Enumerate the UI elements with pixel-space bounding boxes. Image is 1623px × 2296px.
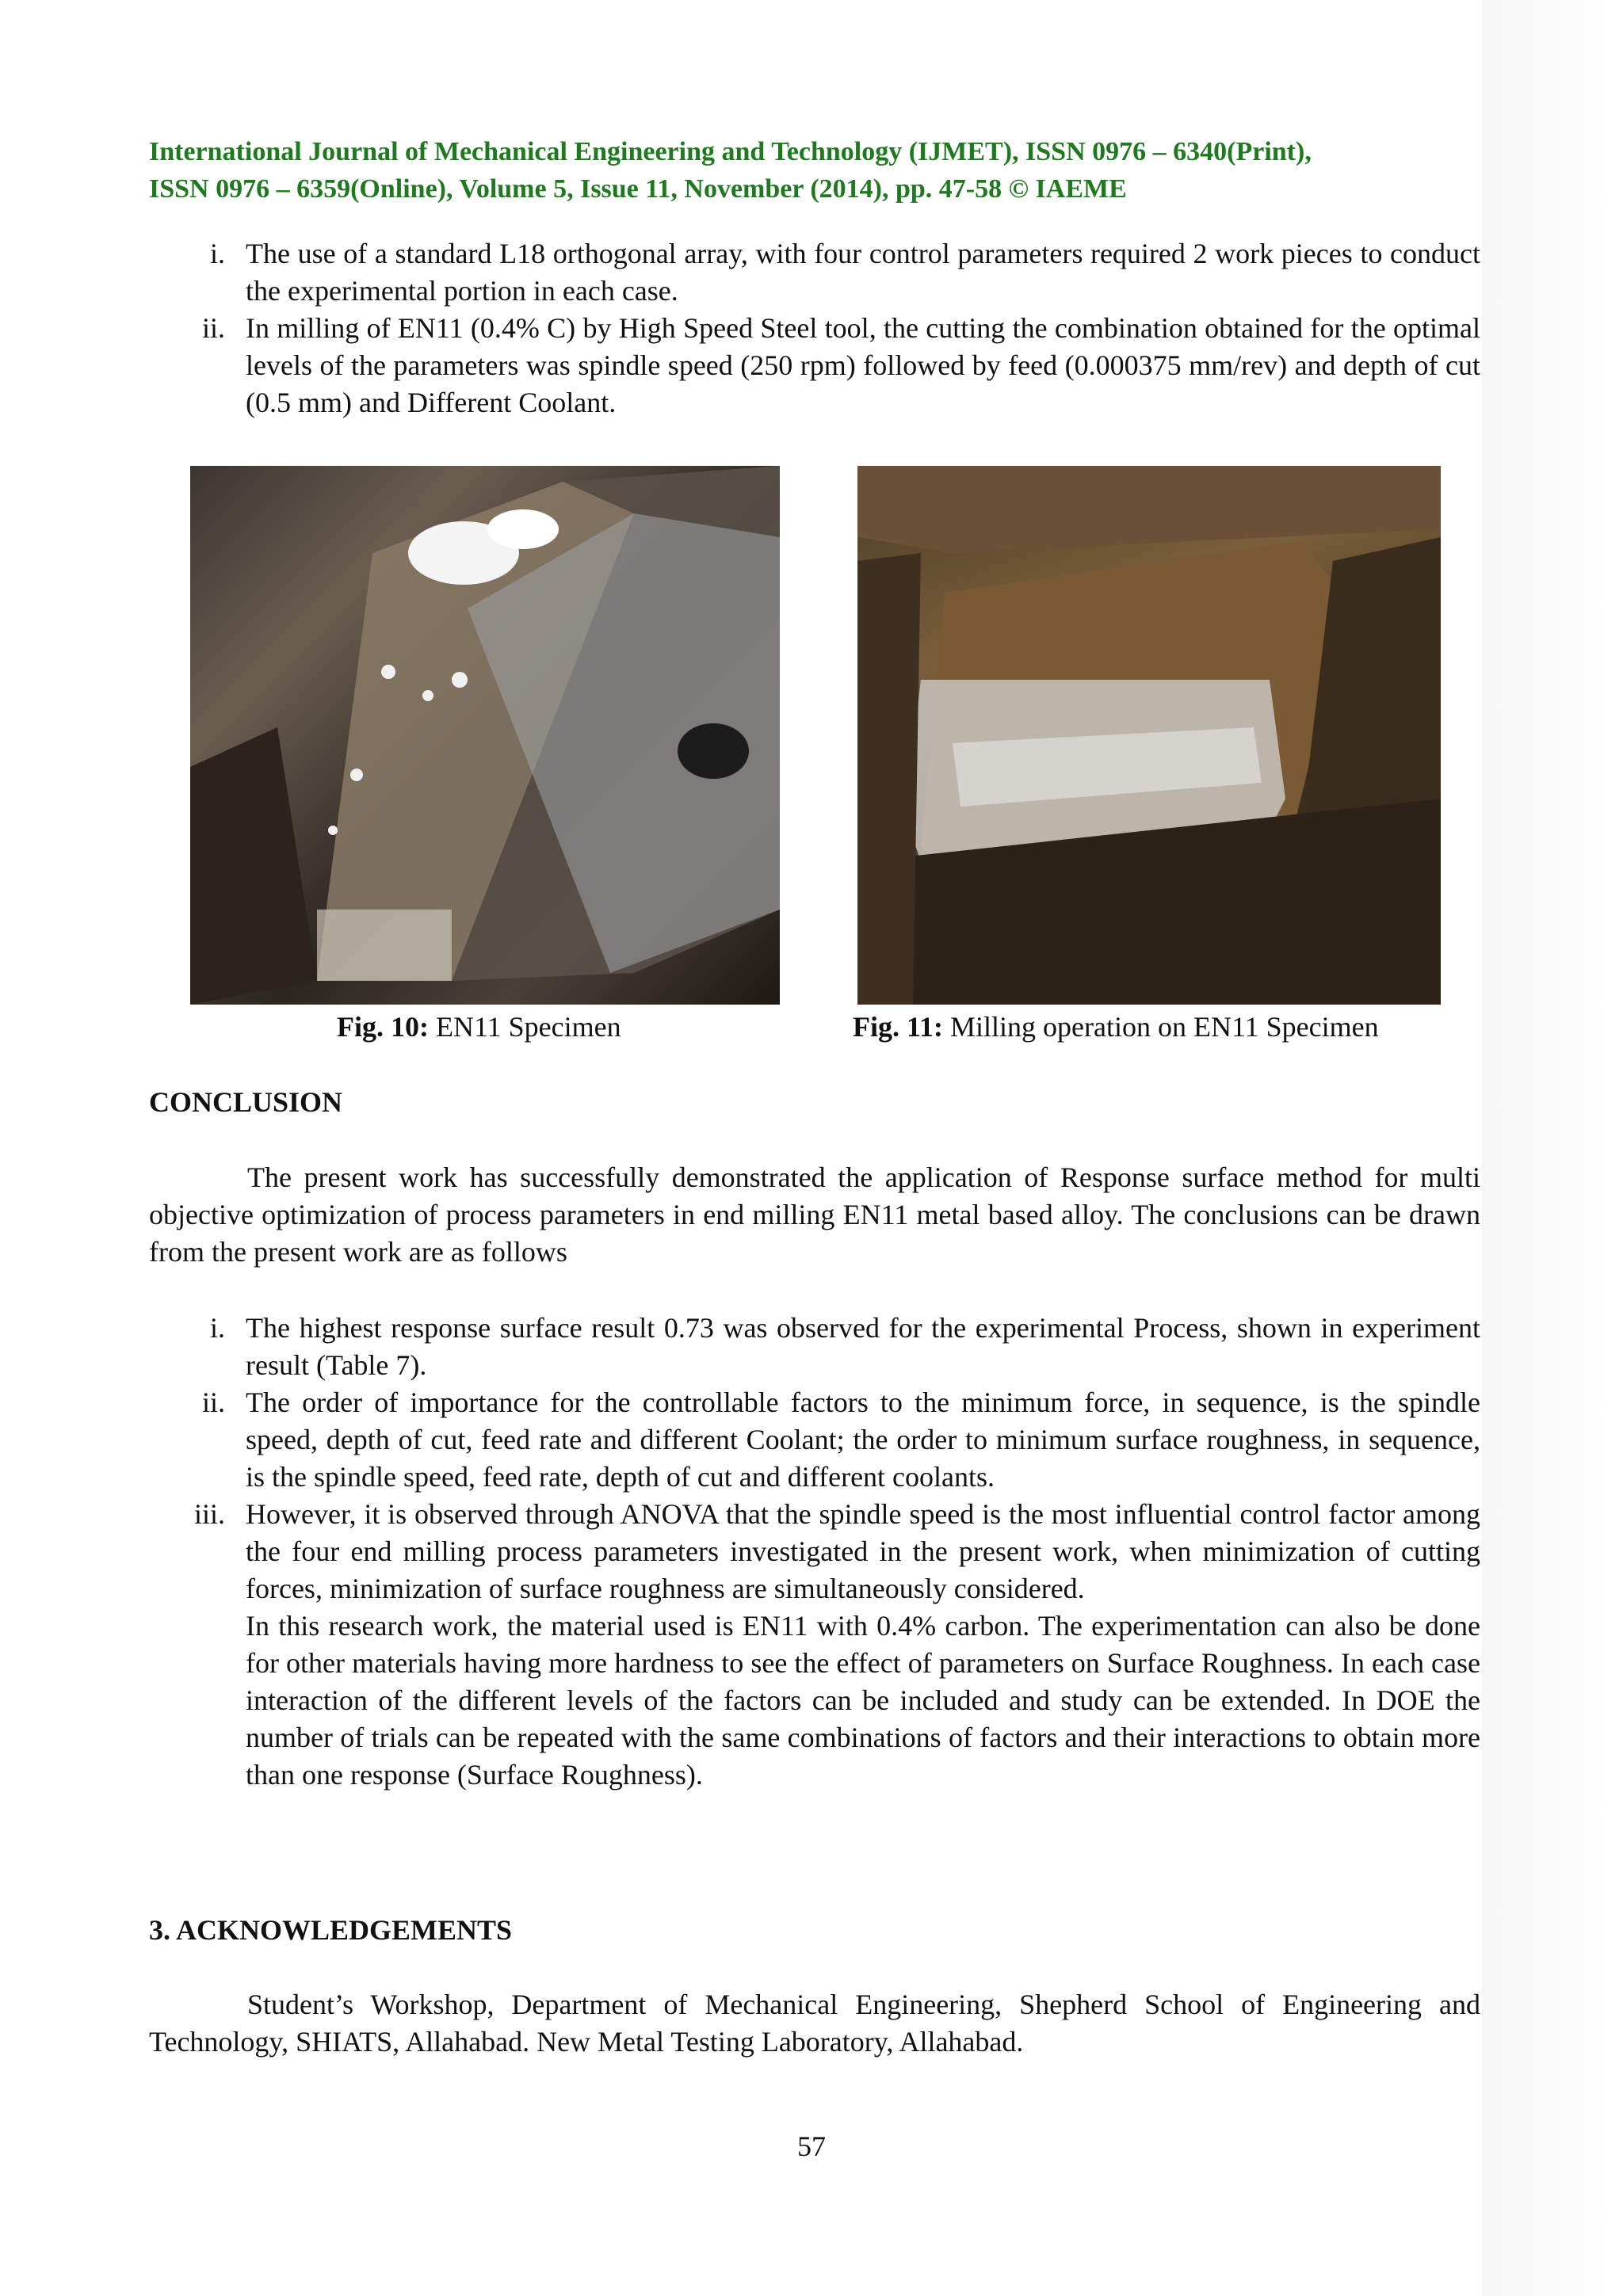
list-number: ii.	[201, 312, 225, 344]
fig11-caption	[853, 1009, 1379, 1046]
list-item	[149, 1384, 1480, 1496]
fig10-photo-art	[190, 466, 780, 1005]
list-text: The use of a standard L18 orthogonal array, with four control parameters required 2 work pieces to conduct the experimental portion in each case.	[246, 238, 1480, 307]
list-text: In milling of EN11 (0.4% C) by High Speed Steel tool, the cutting the combination obtained for the optimal levels of the parameters was spindle speed (250 rpm) followed by feed (0.000375 mm/rev) and depth of cut (0.5 mm) and Different Coolant.	[246, 312, 1480, 418]
header-line-1: International Journal of Mechanical Engineering and Technology (IJMET), ISSN 0976 – 6340(Print),	[149, 137, 1312, 166]
fig11-label: Fig. 11:	[853, 1011, 943, 1043]
list-text: However, it is observed through ANOVA that the spindle speed is the most influential control factor among the four end milling process parameters investigated in the present work, when minimization of cutting forces, minimization of surface roughness are simultaneously considered.	[246, 1498, 1480, 1604]
conclusion-intro: The present work has successfully demonstrated the application of Response surface method for multi objective optimization of process parameters in end milling EN11 metal based alloy. The conclusions can be drawn from the present work are as follows	[149, 1161, 1480, 1268]
fig10-caption-text: EN11 Specimen	[428, 1011, 621, 1043]
scan-shading	[1482, 0, 1623, 2296]
fig10-label: Fig. 10:	[337, 1011, 429, 1043]
conclusion-heading: CONCLUSION	[149, 1086, 343, 1118]
list-number: i.	[209, 238, 225, 269]
results-list	[149, 235, 1480, 421]
list-text: The highest response surface result 0.73 was observed for the experimental Process, shown in experiment result (Table 7).	[246, 1312, 1480, 1381]
list-item	[149, 1496, 1480, 1608]
list-item	[149, 310, 1480, 421]
list-number: iii.	[193, 1498, 225, 1530]
header-line-2: ISSN 0976 – 6359(Online), Volume 5, Issue 11, November (2014), pp. 47-58 © IAEME	[149, 174, 1127, 204]
page-number: 57	[797, 2130, 826, 2162]
future-work-text: In this research work, the material used is EN11 with 0.4% carbon. The experimentation can also be done for other materials having more hardness to see the effect of parameters on Surface Roughness. In each case interaction of the different levels of the factors can be included and study can be extended. In DOE the number of trials can be repeated with the same combinations of factors and their interactions to obtain more than one response (Surface Roughness).	[246, 1610, 1480, 1791]
list-item	[149, 1310, 1480, 1384]
list-number: i.	[209, 1312, 225, 1344]
list-item	[149, 235, 1480, 310]
list-text: The order of importance for the controllable factors to the minimum force, in sequence, is the spindle speed, depth of cut, feed rate and different Coolant; the order to minimum surface roughness, in sequence, is the spindle speed, feed rate, depth of cut and different coolants.	[246, 1386, 1480, 1493]
acknowledgements-text: Student’s Workshop, Department of Mechanical Engineering, Shepherd School of Engineering and Technology, SHIATS, Allahabad. New Metal Testing Laboratory, Allahabad.	[149, 1989, 1480, 2058]
conclusion-list	[149, 1310, 1480, 1794]
fig10-specimen-photo	[190, 466, 780, 1005]
acknowledgements-heading: 3. ACKNOWLEDGEMENTS	[149, 1914, 513, 1946]
fig11-caption-text: Milling operation on EN11 Specimen	[943, 1011, 1379, 1043]
fig11-milling-photo	[857, 466, 1441, 1005]
fig11-photo-art	[857, 466, 1441, 1005]
list-number: ii.	[201, 1386, 225, 1418]
journal-header	[149, 133, 1480, 208]
future-work-paragraph	[149, 1608, 1480, 1794]
fig10-caption	[337, 1009, 621, 1046]
